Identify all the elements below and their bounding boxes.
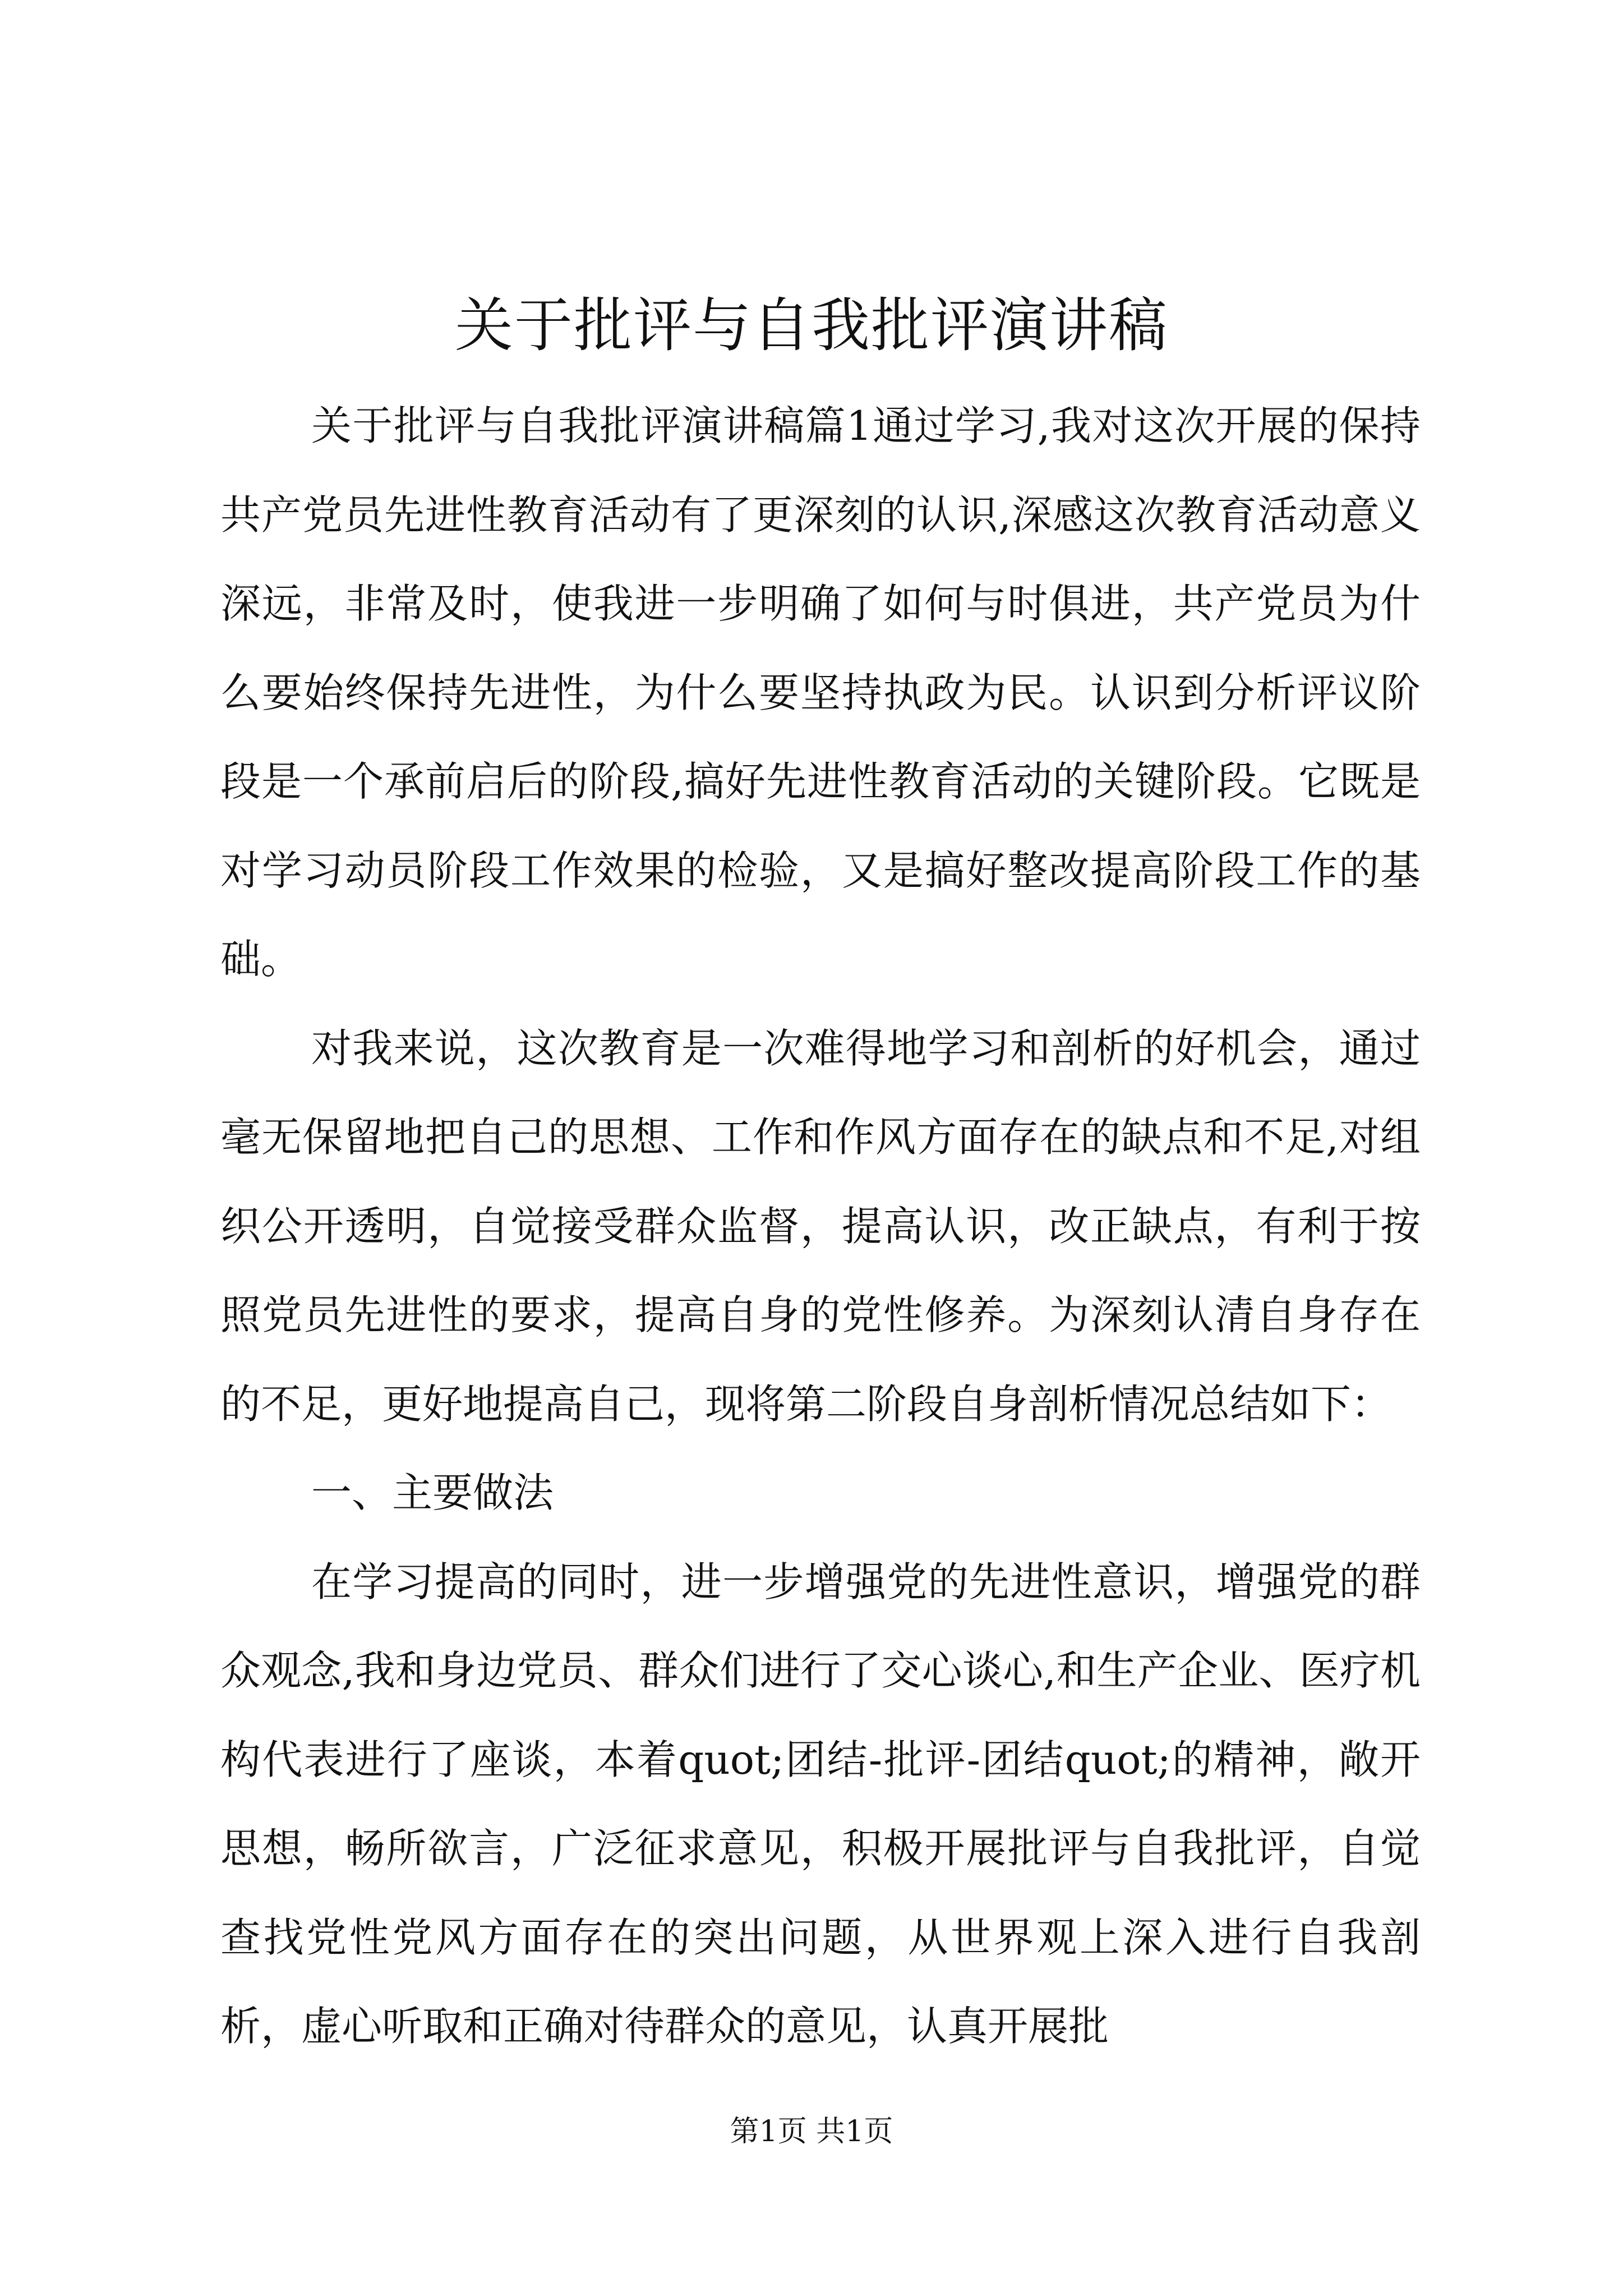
paragraph-2: 对我来说，这次教育是一次难得地学习和剖析的好机会，通过毫无保留地把自己的思想、工作和作风方面存在的缺点和不足,对组织公开透明，自觉接受群众监督，提高认识，改正缺点，有利于按照党员先进性的要求，提高自身的党性修养。为深刻认清自身存在的不足，更好地提高自己，现将第二阶段自身剖析情况总结如下： (220, 1024, 1421, 1428)
document-title: 关于批评与自我批评演讲稿 (454, 291, 1168, 360)
section-heading: 一、主要做法 (311, 1469, 554, 1516)
paragraph-1: 关于批评与自我批评演讲稿篇1通过学习,我对这次开展的保持共产党员先进性教育活动有了更深刻的认识,深感这次教育活动意义深远，非常及时，使我进一步明确了如何与时俱进，共产党员为什么要始终保持先进性，为什么要坚持执政为民。认识到分析评议阶段是一个承前启后的阶段,搞好先进性教育活动的关键阶段。它既是对学习动员阶段工作效果的检验，又是搞好整改提高阶段工作的基础。 (220, 402, 1421, 983)
document-body (220, 381, 1421, 2071)
paragraph-3: 在学习提高的同时，进一步增强党的先进性意识，增强党的群众观念,我和身边党员、群众们进行了交心谈心,和生产企业、医疗机构代表进行了座谈，本着quot;团结-批评-团结quot;的精神，敞开思想，畅所欲言，广泛征求意见，积极开展批评与自我批评，自觉查找党性党风方面存在的突出问题，从世界观上深入进行自我剖析，虚心听取和正确对待群众的意见，认真开展批 (220, 1558, 1421, 2050)
page-number-footer: 第1页 共1页 (730, 2115, 893, 2148)
